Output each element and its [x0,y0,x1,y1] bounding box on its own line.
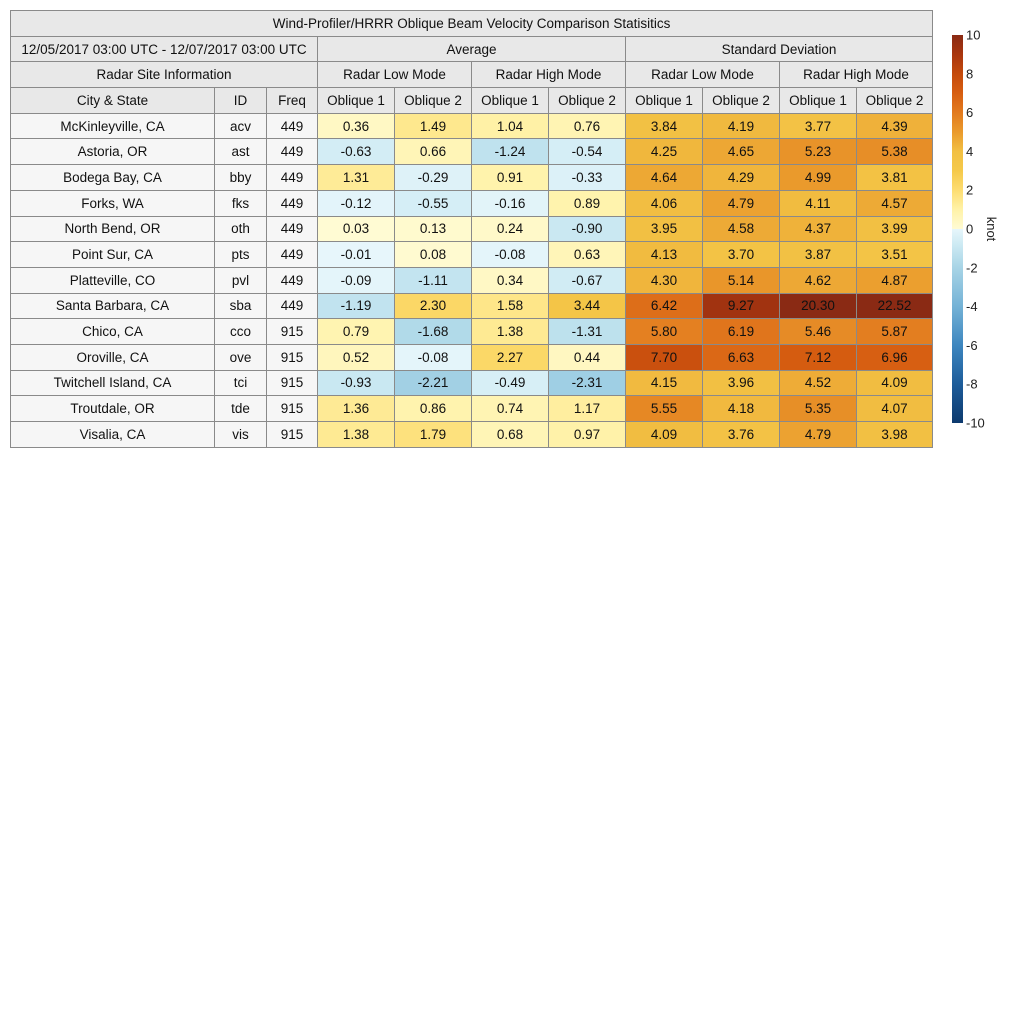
value-cell: 5.46 [780,319,857,345]
value-cell: 0.79 [318,319,395,345]
value-cell: 5.87 [857,319,933,345]
site-city-cell: Point Sur, CA [11,242,215,268]
std-low-mode-header: Radar Low Mode [626,62,780,88]
value-cell: -0.63 [318,139,395,165]
value-cell: 4.19 [703,113,780,139]
site-id-cell: fks [215,190,267,216]
value-cell: 4.11 [780,190,857,216]
table-row [11,190,933,216]
value-cell: 3.51 [857,242,933,268]
site-freq-cell: 915 [267,319,318,345]
value-cell: 3.77 [780,113,857,139]
value-cell: 1.17 [549,396,626,422]
site-city-cell: McKinleyville, CA [11,113,215,139]
site-city-cell: Oroville, CA [11,344,215,370]
site-freq-cell: 449 [267,216,318,242]
site-id-cell: ove [215,344,267,370]
colorbar-tick-label: 2 [966,182,974,198]
value-cell: 1.36 [318,396,395,422]
value-cell: 4.06 [626,190,703,216]
site-id-cell: oth [215,216,267,242]
site-city-cell: Chico, CA [11,319,215,345]
value-cell: 0.66 [395,139,472,165]
value-cell: 1.38 [472,319,549,345]
value-cell: -0.08 [472,242,549,268]
std-high-mode-header: Radar High Mode [780,62,933,88]
value-cell: 1.38 [318,422,395,448]
colorbar-tick-label: 10 [966,30,981,43]
value-cell: 5.14 [703,267,780,293]
value-cell: 3.95 [626,216,703,242]
column-header: ID [215,88,267,114]
colorbar-tick-label: 6 [966,105,974,121]
site-id-cell: ast [215,139,267,165]
value-cell: 20.30 [780,293,857,319]
colorbar-tick-label: -4 [966,299,978,315]
colorbar-tick-label: -8 [966,376,978,392]
table-title: Wind-Profiler/HRRR Oblique Beam Velocity Comparison Statisitics [11,11,933,37]
site-city-cell: Twitchell Island, CA [11,370,215,396]
site-freq-cell: 449 [267,139,318,165]
value-cell: 4.64 [626,165,703,191]
site-city-cell: Forks, WA [11,190,215,216]
site-id-cell: sba [215,293,267,319]
site-freq-cell: 449 [267,190,318,216]
colorbar-gradient [952,35,963,423]
table-row [11,370,933,396]
value-cell: 0.52 [318,344,395,370]
colorbar-tick-label: -10 [966,415,985,431]
site-city-cell: Troutdale, OR [11,396,215,422]
site-freq-cell: 449 [267,113,318,139]
value-cell: 3.99 [857,216,933,242]
value-cell: 0.63 [549,242,626,268]
column-header: Oblique 2 [549,88,626,114]
value-cell: 6.42 [626,293,703,319]
column-header: Oblique 1 [780,88,857,114]
value-cell: 1.04 [472,113,549,139]
site-freq-cell: 449 [267,165,318,191]
value-cell: 0.24 [472,216,549,242]
column-header: Oblique 2 [703,88,780,114]
value-cell: -2.31 [549,370,626,396]
value-cell: 4.87 [857,267,933,293]
site-id-cell: pts [215,242,267,268]
table-row [11,242,933,268]
site-freq-cell: 449 [267,242,318,268]
site-city-cell: North Bend, OR [11,216,215,242]
value-cell: 0.36 [318,113,395,139]
value-cell: -1.19 [318,293,395,319]
value-cell: 0.34 [472,267,549,293]
table-row [11,319,933,345]
value-cell: 5.80 [626,319,703,345]
value-cell: 4.07 [857,396,933,422]
table-row [11,113,933,139]
colorbar [948,30,1018,440]
value-cell: 0.76 [549,113,626,139]
site-id-cell: tci [215,370,267,396]
value-cell: 6.96 [857,344,933,370]
site-id-cell: acv [215,113,267,139]
value-cell: -0.93 [318,370,395,396]
value-cell: 9.27 [703,293,780,319]
site-id-cell: cco [215,319,267,345]
value-cell: -1.24 [472,139,549,165]
value-cell: 1.58 [472,293,549,319]
value-cell: 0.86 [395,396,472,422]
value-cell: -0.29 [395,165,472,191]
table-row [11,422,933,448]
value-cell: -0.67 [549,267,626,293]
value-cell: 0.08 [395,242,472,268]
column-header: Oblique 2 [395,88,472,114]
value-cell: -0.08 [395,344,472,370]
statistics-table [10,10,933,448]
site-freq-cell: 915 [267,344,318,370]
site-freq-cell: 449 [267,293,318,319]
avg-low-mode-header: Radar Low Mode [318,62,472,88]
value-cell: 3.84 [626,113,703,139]
value-cell: -0.16 [472,190,549,216]
table-row [11,216,933,242]
site-id-cell: tde [215,396,267,422]
table-row [11,139,933,165]
colorbar-tick-label: -2 [966,260,978,276]
value-cell: 6.63 [703,344,780,370]
table-row [11,267,933,293]
site-city-cell: Astoria, OR [11,139,215,165]
value-cell: 7.12 [780,344,857,370]
value-cell: 4.25 [626,139,703,165]
column-header: City & State [11,88,215,114]
column-header: Oblique 1 [472,88,549,114]
value-cell: 4.15 [626,370,703,396]
value-cell: 4.37 [780,216,857,242]
site-city-cell: Santa Barbara, CA [11,293,215,319]
value-cell: 3.87 [780,242,857,268]
value-cell: -1.31 [549,319,626,345]
value-cell: -0.33 [549,165,626,191]
value-cell: 5.23 [780,139,857,165]
colorbar-tick-label: 0 [966,221,974,237]
value-cell: -0.01 [318,242,395,268]
site-info-header: Radar Site Information [11,62,318,88]
column-header-row [11,88,933,114]
column-header: Oblique 1 [318,88,395,114]
site-freq-cell: 915 [267,422,318,448]
value-cell: 4.09 [857,370,933,396]
value-cell: 7.70 [626,344,703,370]
value-cell: -0.09 [318,267,395,293]
value-cell: 4.57 [857,190,933,216]
value-cell: 0.68 [472,422,549,448]
value-cell: 2.30 [395,293,472,319]
value-cell: 0.97 [549,422,626,448]
value-cell: 3.44 [549,293,626,319]
value-cell: -0.12 [318,190,395,216]
site-freq-cell: 915 [267,396,318,422]
value-cell: 4.29 [703,165,780,191]
value-cell: 4.52 [780,370,857,396]
table-row [11,344,933,370]
value-cell: 4.09 [626,422,703,448]
site-id-cell: vis [215,422,267,448]
date-range: 12/05/2017 03:00 UTC - 12/07/2017 03:00 UTC [11,36,318,62]
value-cell: 5.38 [857,139,933,165]
value-cell: 0.44 [549,344,626,370]
table-row [11,396,933,422]
site-freq-cell: 449 [267,267,318,293]
colorbar-tick-label: 4 [966,143,974,159]
value-cell: -1.11 [395,267,472,293]
colorbar-unit-label: knot [984,216,999,242]
colorbar-tick-label: -6 [966,337,978,353]
site-freq-cell: 915 [267,370,318,396]
value-cell: 5.55 [626,396,703,422]
value-cell: 2.27 [472,344,549,370]
value-cell: 3.96 [703,370,780,396]
value-cell: -0.49 [472,370,549,396]
value-cell: 6.19 [703,319,780,345]
column-header: Oblique 2 [857,88,933,114]
value-cell: 4.65 [703,139,780,165]
value-cell: 0.89 [549,190,626,216]
column-header: Oblique 1 [626,88,703,114]
site-city-cell: Bodega Bay, CA [11,165,215,191]
site-city-cell: Platteville, CO [11,267,215,293]
site-id-cell: bby [215,165,267,191]
value-cell: -1.68 [395,319,472,345]
value-cell: 3.98 [857,422,933,448]
value-cell: 5.35 [780,396,857,422]
site-city-cell: Visalia, CA [11,422,215,448]
value-cell: 0.91 [472,165,549,191]
value-cell: 1.49 [395,113,472,139]
average-header: Average [318,36,626,62]
value-cell: 22.52 [857,293,933,319]
value-cell: 4.79 [780,422,857,448]
value-cell: -2.21 [395,370,472,396]
value-cell: 4.30 [626,267,703,293]
value-cell: -0.90 [549,216,626,242]
std-header: Standard Deviation [626,36,933,62]
value-cell: -0.54 [549,139,626,165]
site-id-cell: pvl [215,267,267,293]
value-cell: 3.81 [857,165,933,191]
value-cell: 1.79 [395,422,472,448]
value-cell: 0.74 [472,396,549,422]
value-cell: 4.39 [857,113,933,139]
value-cell: -0.55 [395,190,472,216]
value-cell: 0.03 [318,216,395,242]
value-cell: 4.58 [703,216,780,242]
value-cell: 4.62 [780,267,857,293]
value-cell: 0.13 [395,216,472,242]
value-cell: 4.13 [626,242,703,268]
colorbar-tick-label: 8 [966,66,974,82]
value-cell: 4.18 [703,396,780,422]
value-cell: 1.31 [318,165,395,191]
column-header: Freq [267,88,318,114]
avg-high-mode-header: Radar High Mode [472,62,626,88]
value-cell: 3.76 [703,422,780,448]
value-cell: 3.70 [703,242,780,268]
table-row [11,293,933,319]
value-cell: 4.79 [703,190,780,216]
colorbar-ticks [966,30,985,431]
table-row [11,165,933,191]
value-cell: 4.99 [780,165,857,191]
